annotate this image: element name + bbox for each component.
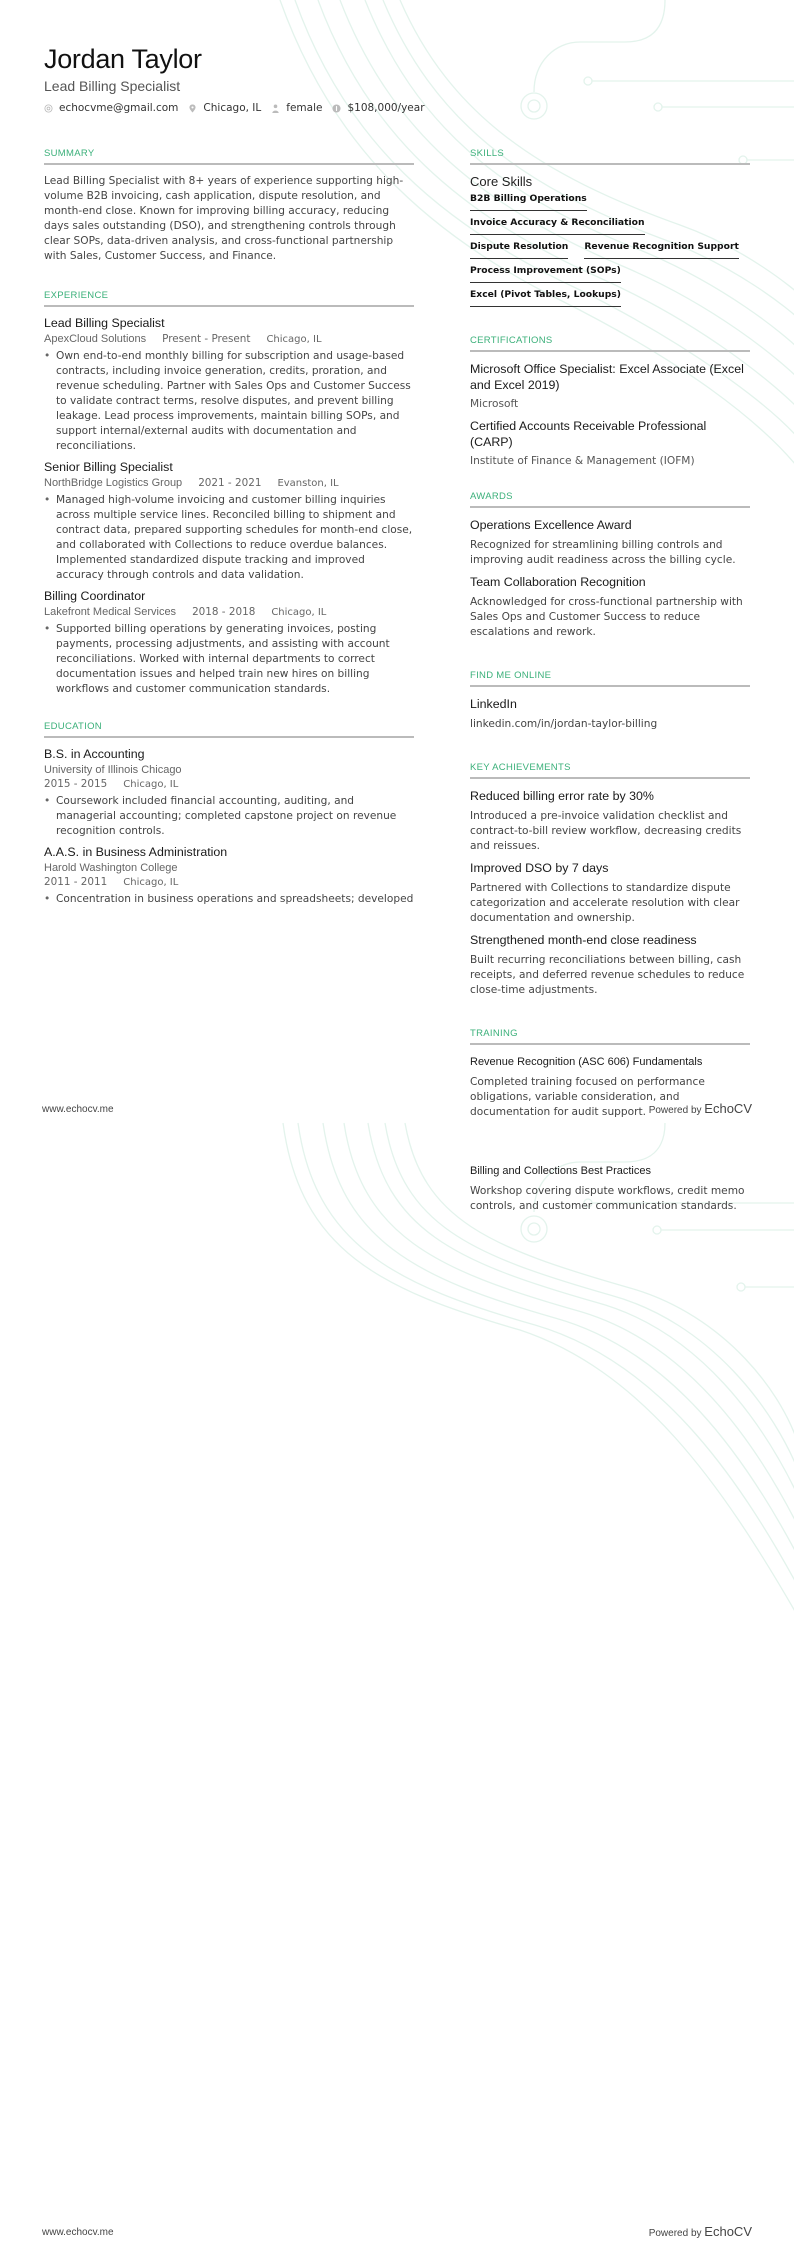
achievement-description: Introduced a pre-invoice validation checklist and contract-to-bill review workflow, decreasing credits and reissues.	[470, 810, 742, 852]
job-bullets	[44, 622, 414, 697]
award-description: Recognized for streamlining billing controls and improving audit readiness across the billing cycle.	[470, 539, 736, 566]
awards-heading: AWARDS	[470, 491, 750, 508]
school-row	[44, 764, 414, 776]
training-name: Revenue Recognition (ASC 606) Fundamentals	[470, 1056, 703, 1068]
skills-list	[470, 193, 750, 307]
job-bullet: • Supported billing operations by generating invoices, posting payments, processing adjustments, and assisting with account reconciliations. Worked with internal departments to correct documentation issues and helped train new hires on billing workflows and customer communication standards.	[44, 622, 414, 697]
contact-bar	[44, 102, 425, 114]
job-bullet: • Own end-to-end monthly billing for subscription and usage-based contracts, including invoice generation, credits, proration, and revenue scheduling. Partner with Sales Ops and Customer Success to validate contract terms, resolve disputes, and prevent billing leakage. Lead process improvements, maintain billing SOPs, and support internal/external audits with documentation and reconciliations.	[44, 349, 414, 454]
job-meta	[44, 606, 414, 618]
education-location: Chicago, IL	[123, 779, 179, 790]
job-location: Evanston, IL	[277, 478, 339, 489]
job-title: Lead Billing Specialist	[44, 316, 165, 330]
online-section	[470, 670, 750, 732]
certification-issuer: Microsoft	[470, 398, 519, 410]
skills-section	[470, 148, 750, 307]
education-bullets	[44, 892, 414, 907]
award-name: Team Collaboration Recognition	[470, 575, 646, 589]
education-dates: 2011 - 2011	[44, 876, 108, 888]
training-description: Completed training focused on performance obligations, variable consideration, and documentation for audit support.	[470, 1076, 705, 1118]
award-name: Operations Excellence Award	[470, 518, 632, 532]
achievement-description: Partnered with Collections to standardize dispute categorization and accelerate resolution with clear documentation and ownership.	[470, 882, 740, 924]
footer-website[interactable]: www.echocv.me	[42, 2227, 114, 2238]
award-description: Acknowledged for cross-functional partnership with Sales Ops and Customer Success to reduce escalations and rework.	[470, 596, 743, 638]
online-profile-name: LinkedIn	[470, 697, 517, 711]
skills-heading: SKILLS	[470, 148, 750, 165]
school-row	[44, 862, 414, 874]
brand-name: EchoCV	[704, 2224, 752, 2239]
contact-location	[188, 102, 261, 114]
achievements-heading: KEY ACHIEVEMENTS	[470, 762, 750, 779]
awards-section	[470, 491, 750, 640]
job-dates: 2021 - 2021	[198, 477, 262, 489]
summary-section	[44, 148, 414, 264]
achievement-name: Strengthened month-end close readiness	[470, 933, 697, 947]
education-entry	[44, 747, 414, 839]
contact-salary	[332, 102, 424, 114]
training-description: Workshop covering dispute workflows, credit memo controls, and customer communication standards.	[470, 1185, 745, 1212]
skill-tag: Excel (Pivot Tables, Lookups)	[470, 289, 621, 307]
candidate-title: Lead Billing Specialist	[44, 78, 181, 94]
achievement-name: Improved DSO by 7 days	[470, 861, 609, 875]
school-name: University of Illinois Chicago	[44, 764, 182, 776]
contact-email	[44, 102, 178, 114]
education-section	[44, 721, 414, 907]
brand-name: EchoCV	[704, 1101, 752, 1116]
job-company: Lakefront Medical Services	[44, 606, 177, 618]
education-meta	[44, 778, 414, 790]
training-name: Billing and Collections Best Practices	[470, 1165, 651, 1177]
job-bullet: • Managed high-volume invoicing and customer billing inquiries across multiple service lines. Reconciled billing to shipment and contract data, prepared supporting schedules for month-end close, and collaborated with Collections to reduce overdue balances. Implemented standardized dispute tracking and improved accuracy through controls and data validation.	[44, 493, 414, 583]
certification-name: Certified Accounts Receivable Professional (CARP)	[470, 419, 707, 449]
job-title: Senior Billing Specialist	[44, 460, 173, 474]
summary-heading: SUMMARY	[44, 148, 414, 165]
skill-tag: Invoice Accuracy & Reconciliation	[470, 217, 645, 235]
job-bullets	[44, 493, 414, 583]
job-dates: 2018 - 2018	[192, 606, 256, 618]
online-heading: FIND ME ONLINE	[470, 670, 750, 687]
skill-tag: B2B Billing Operations	[470, 193, 587, 211]
job-company: NorthBridge Logistics Group	[44, 477, 183, 489]
job-entry	[44, 460, 414, 583]
at-icon	[44, 104, 53, 113]
skill-tag: Revenue Recognition Support	[584, 241, 739, 259]
certification-name: Microsoft Office Specialist: Excel Associate (Excel and Excel 2019)	[470, 362, 744, 392]
footer-powered-by	[649, 2224, 752, 2239]
job-entry	[44, 589, 414, 697]
candidate-name: Jordan Taylor	[44, 44, 202, 74]
experience-heading: EXPERIENCE	[44, 290, 414, 307]
gender-text: female	[286, 102, 323, 114]
skills-subheading: Core Skills	[470, 174, 533, 189]
achievement-description: Built recurring reconciliations between billing, cash receipts, and deferred revenue schedules to reduce close-time adjustments.	[470, 954, 745, 996]
education-dates: 2015 - 2015	[44, 778, 108, 790]
education-meta	[44, 876, 414, 888]
skill-tag: Dispute Resolution	[470, 241, 568, 259]
skill-tag: Process Improvement (SOPs)	[470, 265, 621, 283]
map-pin-icon	[188, 104, 197, 113]
degree-title: A.A.S. in Business Administration	[44, 845, 228, 859]
achievement-name: Reduced billing error rate by 30%	[470, 789, 654, 803]
dollar-coin-icon	[332, 104, 341, 113]
location-text: Chicago, IL	[203, 102, 262, 114]
education-bullets	[44, 794, 414, 839]
degree-title: B.S. in Accounting	[44, 747, 145, 761]
education-bullet: • Concentration in business operations and spreadsheets; developed	[44, 892, 414, 907]
education-entry	[44, 845, 414, 907]
resume-page-2	[0, 1123, 794, 2246]
certification-issuer: Institute of Finance & Management (IOFM)	[470, 455, 695, 467]
footer-website[interactable]: www.echocv.me	[42, 1104, 114, 1115]
user-icon	[271, 104, 280, 113]
job-dates: Present - Present	[162, 333, 251, 345]
education-bullet: • Coursework included financial accounting, auditing, and managerial accounting; completed capstone project on revenue recognition controls.	[44, 794, 414, 839]
job-title: Billing Coordinator	[44, 589, 146, 603]
job-meta	[44, 333, 414, 345]
job-meta	[44, 477, 414, 489]
job-location: Chicago, IL	[271, 607, 327, 618]
powered-by-label: Powered by	[648, 2228, 702, 2239]
powered-by-label: Powered by	[648, 1105, 702, 1116]
job-bullets	[44, 349, 414, 454]
summary-text: Lead Billing Specialist with 8+ years of experience supporting high-volume B2B invoicing, cash application, dispute resolution, and month-end close. Known for improving billing accuracy, reducing days sales outstanding (DSO), and strengthening controls through clear SOPs, data-driven analysis, and cross-functional partnership with Sales, Customer Success, and Finance.	[44, 175, 404, 262]
education-heading: EDUCATION	[44, 721, 414, 738]
training-heading: TRAINING	[470, 1028, 750, 1045]
email-text: echocvme@gmail.com	[59, 102, 179, 114]
footer-powered-by	[649, 1101, 752, 1116]
right-column-continued	[470, 1163, 750, 1214]
job-company: ApexCloud Solutions	[44, 333, 147, 345]
contact-gender	[271, 102, 322, 114]
certifications-section	[470, 335, 750, 467]
salary-text: $108,000/year	[347, 102, 425, 114]
left-column	[44, 148, 414, 913]
job-location: Chicago, IL	[266, 334, 322, 345]
right-column	[470, 148, 750, 1120]
job-entry	[44, 316, 414, 454]
experience-section	[44, 290, 414, 697]
linkedin-link[interactable]: linkedin.com/in/jordan-taylor-billing	[470, 718, 658, 730]
education-location: Chicago, IL	[123, 877, 179, 888]
certifications-heading: CERTIFICATIONS	[470, 335, 750, 352]
achievements-section	[470, 762, 750, 998]
school-name: Harold Washington College	[44, 862, 178, 874]
